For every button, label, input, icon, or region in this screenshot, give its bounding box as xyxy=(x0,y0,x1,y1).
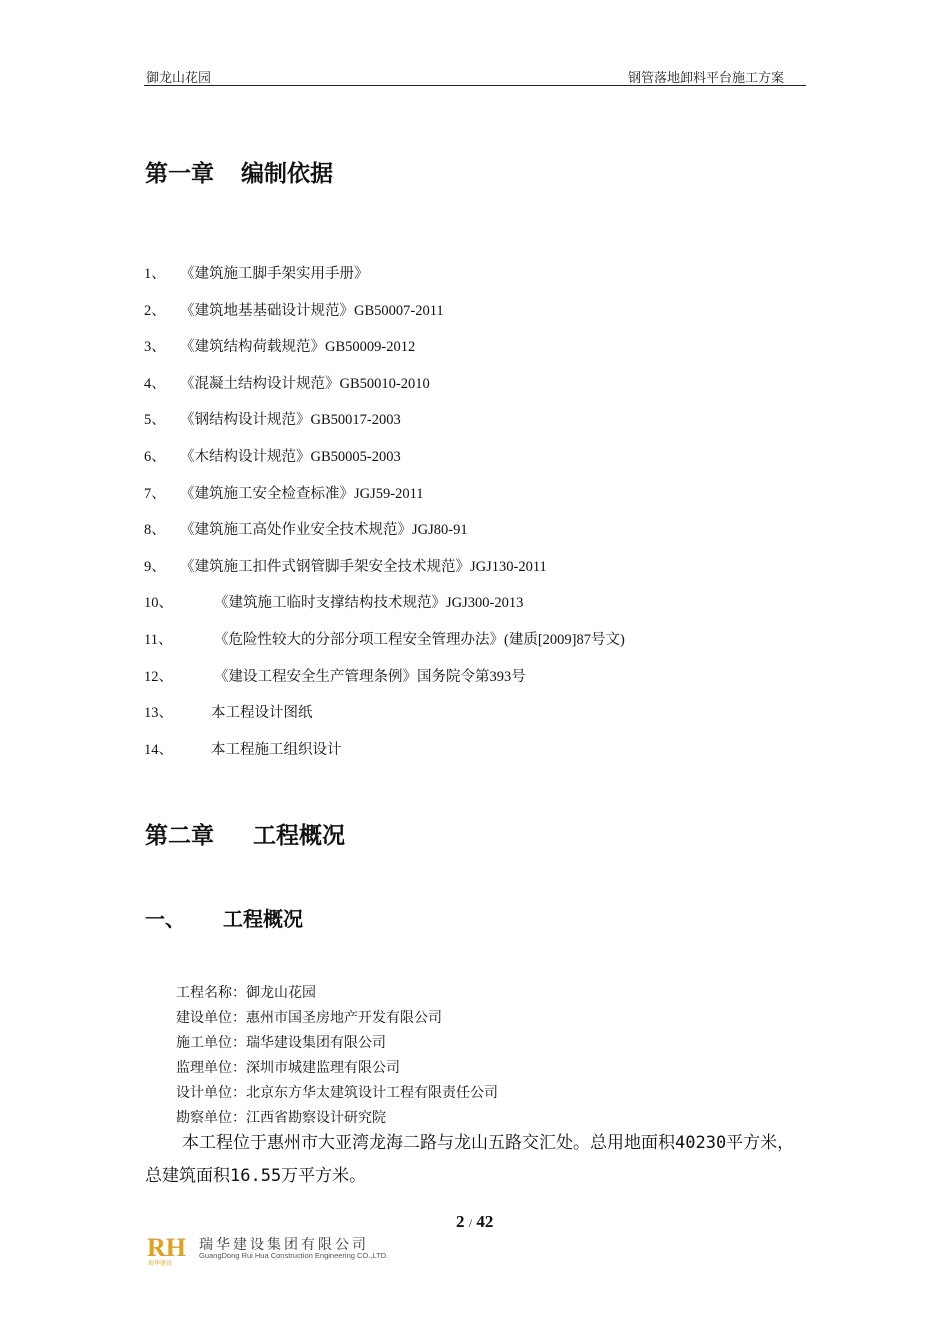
contractor-row: 施工单位：瑞华建设集团有限公司 xyxy=(176,1035,386,1051)
section-1-title: 工程概况 xyxy=(223,907,303,931)
header-project-name: 御龙山花园 xyxy=(146,71,212,86)
reference-item: 13、 本工程设计图纸 xyxy=(144,705,313,722)
reference-item: 2、 《建筑地基基础设计规范》GB50007-2011 xyxy=(144,302,444,319)
logo-subtext: 瑞华建设 xyxy=(148,1260,173,1266)
reference-item: 9、 《建筑施工扣件式钢管脚手架安全技术规范》JGJ130-2011 xyxy=(144,558,547,575)
reference-item: 4、 《混凝土结构设计规范》GB50010-2010 xyxy=(144,375,430,392)
supervisor-row: 监理单位：深圳市城建监理有限公司 xyxy=(176,1060,400,1076)
reference-item: 3、 《建筑结构荷载规范》GB50009-2012 xyxy=(144,339,416,356)
reference-item: 14、 本工程施工组织设计 xyxy=(144,741,342,758)
project-name-row: 工程名称：御龙山花园 xyxy=(176,985,316,1001)
project-info-list xyxy=(176,981,498,1131)
reference-item: 5、 《钢结构设计规范》GB50017-2003 xyxy=(144,412,401,429)
page-separator: / xyxy=(468,1216,473,1230)
company-logo xyxy=(147,1234,191,1266)
reference-list xyxy=(144,262,625,774)
chapter-2-heading xyxy=(145,817,345,850)
chapter-2-number: 第二章 xyxy=(145,823,214,849)
reference-item: 1、 《建筑施工脚手架实用手册》 xyxy=(144,266,369,282)
project-description: 本工程位于惠州市大亚湾龙海二路与龙山五路交汇处。总用地面积40230平方米，总建筑面积16.55万平方米。 xyxy=(145,1133,795,1186)
chapter-2-title: 工程概况 xyxy=(253,823,345,849)
page-number xyxy=(456,1212,493,1232)
reference-item: 10、 《建筑施工临时支撑结构技术规范》JGJ300-2013 xyxy=(144,595,524,612)
section-1-number: 一、 xyxy=(145,907,185,931)
chapter-1-heading xyxy=(145,155,333,188)
chapter-1-number: 第一章 xyxy=(145,161,214,187)
reference-item: 8、 《建筑施工高处作业安全技术规范》JGJ80-91 xyxy=(144,522,468,539)
page-current: 2 xyxy=(456,1212,465,1231)
designer-row: 设计单位：北京东方华太建筑设计工程有限责任公司 xyxy=(176,1085,498,1101)
header-document-title: 钢管落地卸料平台施工方案 xyxy=(627,71,784,86)
reference-item: 11、 《危险性较大的分部分项工程安全管理办法》(建质[2009]87号文) xyxy=(144,631,625,648)
reference-item: 7、 《建筑施工安全检查标准》JGJ59-2011 xyxy=(144,485,424,502)
client-row: 建设单位：惠州市国圣房地产开发有限公司 xyxy=(176,1010,442,1026)
surveyor-row: 勘察单位：江西省勘察设计研究院 xyxy=(176,1110,386,1126)
page-total: 42 xyxy=(476,1212,494,1231)
company-name-cn: 瑞华建设集团有限公司 xyxy=(199,1237,369,1253)
header-divider xyxy=(144,85,806,86)
chapter-1-title: 编制依据 xyxy=(241,161,333,187)
reference-item: 12、 《建设工程安全生产管理条例》国务院令第393号 xyxy=(144,668,526,685)
company-name-en: GuangDong Rui Hua Construction Engineering CO.,LTD. xyxy=(199,1251,389,1260)
reference-item: 6、 《木结构设计规范》GB50005-2003 xyxy=(144,448,401,465)
logo-letters: RH xyxy=(147,1234,186,1262)
section-1-heading xyxy=(145,903,303,932)
